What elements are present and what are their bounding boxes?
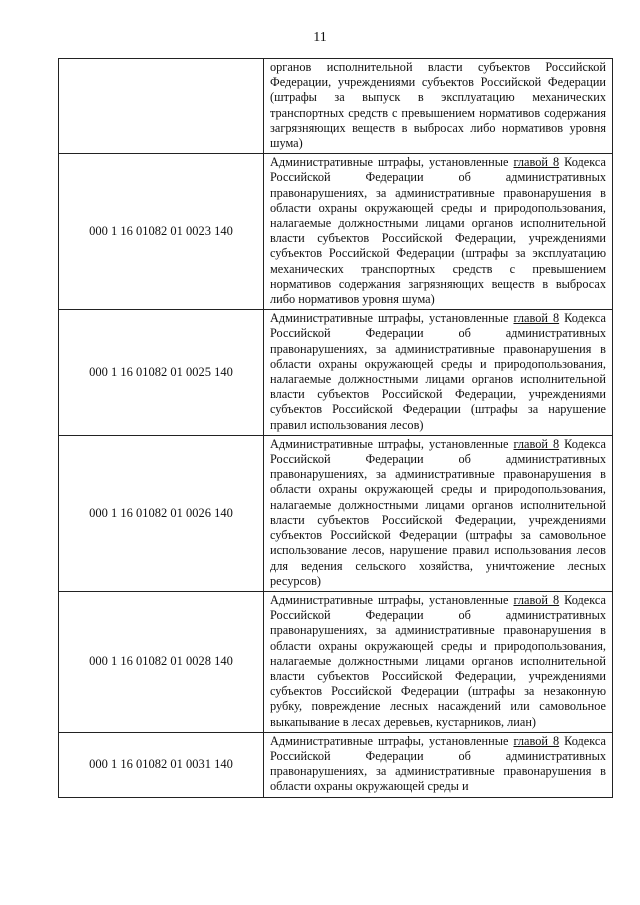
code-cell	[59, 59, 264, 154]
description-cell	[264, 59, 613, 154]
description-cell	[264, 435, 613, 591]
description-cell	[264, 154, 613, 310]
page-number: 11	[313, 30, 327, 45]
description-lead: Административные штрафы, установленные	[270, 155, 514, 170]
budget-codes-table	[58, 58, 613, 798]
description-lead: Административные штрафы, установленные	[270, 733, 514, 748]
chapter-8-link[interactable]: главой 8	[513, 311, 560, 326]
table-row	[59, 154, 613, 310]
description-cell	[264, 732, 613, 797]
chapter-8-link[interactable]: главой 8	[513, 436, 560, 451]
description-cell	[264, 591, 613, 732]
code-cell: 000 1 16 01082 01 0031 140	[59, 732, 264, 797]
chapter-8-link[interactable]: главой 8	[513, 155, 560, 170]
table-row	[59, 435, 613, 591]
code-cell: 000 1 16 01082 01 0025 140	[59, 310, 264, 436]
code-cell: 000 1 16 01082 01 0023 140	[59, 154, 264, 310]
chapter-8-link[interactable]: главой 8	[513, 733, 560, 748]
table-row	[59, 732, 613, 797]
description-lead: Административные штрафы, установленные	[270, 436, 514, 451]
description-text: Кодекса Российской Федерации об административных правонарушениях, за административные правонарушения в области охраны окружающей среды и природопользования, налагаемые должностными лицами органов исполнительной власти субъектов Российской Федерации, учреждениями субъектов Российской Федерации (штрафы за нарушение правил использования лесов)	[270, 311, 606, 432]
description-text: Кодекса Российской Федерации об административных правонарушениях, за административные правонарушения в области охраны окружающей среды и	[270, 733, 606, 794]
table-row	[59, 59, 613, 154]
description-text: Кодекса Российской Федерации об административных правонарушениях, за административные правонарушения в области охраны окружающей среды и природопользования, налагаемые должностными лицами органов исполнительной власти субъектов Российской Федерации, учреждениями субъектов Российской Федерации (штрафы за эксплуатацию механических транспортных средств с превышением нормативов содержания загрязняющих веществ в выбросах либо нормативов уровня шума)	[270, 155, 606, 307]
description-cell	[264, 310, 613, 436]
description-text: Кодекса Российской Федерации об административных правонарушениях, за административные правонарушения в области охраны окружающей среды и природопользования, налагаемые должностными лицами органов исполнительной власти субъектов Российской Федерации, учреждениями субъектов Российской Федерации (штрафы за незаконную рубку, повреждение лесных насаждений или самовольное выкапывание в лесах деревьев, кустарников, лиан)	[270, 592, 606, 729]
description-lead: Административные штрафы, установленные	[270, 311, 514, 326]
code-cell: 000 1 16 01082 01 0026 140	[59, 435, 264, 591]
description-lead: Административные штрафы, установленные	[270, 592, 514, 607]
description-text: Кодекса Российской Федерации об административных правонарушениях, за административные правонарушения в области охраны окружающей среды и природопользования, налагаемые должностными лицами органов исполнительной власти субъектов Российской Федерации, учреждениями субъектов Российской Федерации (штрафы за самовольное использование лесов, нарушение правил использования лесов для ведения сельского хозяйства, уничтожение лесных ресурсов)	[270, 436, 606, 588]
chapter-8-link[interactable]: главой 8	[513, 592, 560, 607]
description-text: органов исполнительной власти субъектов Российской Федерации, учреждениями субъектов Российской Федерации (штрафы за выпуск в эксплуатацию механических транспортных средств с превышением нормативов содержания загрязняющих веществ в выбросах либо нормативов уровня шума)	[270, 60, 606, 151]
table-row	[59, 310, 613, 436]
table-row	[59, 591, 613, 732]
code-cell: 000 1 16 01082 01 0028 140	[59, 591, 264, 732]
